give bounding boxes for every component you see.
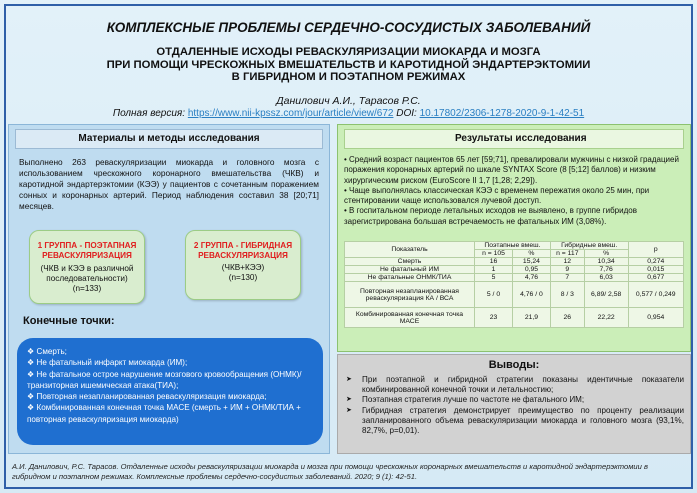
cell: 0,954 (628, 308, 683, 328)
n-hybrid: n = 117 (550, 250, 584, 258)
title-line: В ГИБРИДНОМ И ПОЭТАПНОМ РЕЖИМАХ (231, 71, 466, 83)
cell: 6,89/ 2,58 (584, 282, 628, 308)
col-header-indicator: Показатель (345, 242, 475, 258)
poster-title (0, 46, 697, 84)
cell: 6,03 (584, 274, 628, 282)
arrow-bullet-icon: ➤ (346, 376, 352, 383)
cell: 1 (475, 266, 513, 274)
row-label: Не фатальные ОНМК/ТИА (345, 274, 475, 282)
methods-heading: Материалы и методы исследования (15, 129, 323, 149)
arrow-bullet-icon: ➤ (346, 406, 352, 414)
conclusions-panel (337, 354, 691, 454)
group-1-box (29, 230, 145, 304)
group-2-desc: (ЧКВ+КЭЭ) (221, 263, 265, 272)
conclusion-item (346, 406, 684, 437)
group-2-n: (n=130) (228, 273, 258, 282)
col-header-p: р (628, 242, 683, 258)
cell: 0,015 (628, 266, 683, 274)
endpoints-box (17, 338, 323, 445)
cell: 5 (475, 274, 513, 282)
cell: 4,76 / 0 (513, 282, 551, 308)
cell: 16 (475, 258, 513, 266)
arrow-bullet-icon: ➤ (346, 396, 352, 404)
methods-text: Выполнено 263 реваскуляризации миокарда и головного мозга с использованием чрескожного коронарного вмешательства (ЧКВ) и каротидной эндартерэктомии (КЭЭ) у пациентов с сочетанным поражением сонных и коронарных артерий. Период наблюдения составил 38 [20;71] месяцев. (19, 157, 319, 211)
conclusion-item (346, 375, 684, 395)
conclusion-item (346, 395, 684, 405)
table-row (345, 282, 684, 308)
full-version-line (0, 108, 697, 119)
row-label: Комбинированная конечная точка МАСЕ (345, 308, 475, 328)
cell: 15,24 (513, 258, 551, 266)
pct-staged: % (513, 250, 551, 258)
conclusion-text: Поэтапная стратегия лучше по частоте не фатального ИМ; (362, 395, 585, 405)
citation-footer: А.И. Данилович, Р.С. Тарасов. Отдаленные исходы реваскуляризации миокарда и мозга при помощи чрескожных коронарных вмешательств и каротидной эндартерэктомии в гибридном и поэтапном режимах. Комплексные проблемы сердечно-сосудистых заболеваний. 2020; 9 (1): 42-51. (12, 462, 648, 481)
conclusions-list (346, 375, 684, 436)
group-2-box (185, 230, 301, 300)
pct-hybrid: % (584, 250, 628, 258)
full-version-link[interactable]: https://www.nii-kpssz.com/jour/article/view/672 (187, 108, 394, 119)
results-bullet: • Чаще выполнялась классическая КЭЭ с временем пережатия около 25 мин, при стентировании чаще использовался лучевой доступ. (344, 185, 650, 206)
doi-label: DOI: (396, 108, 417, 119)
table-row (345, 308, 684, 328)
table-row (345, 266, 684, 274)
group-1-desc: (ЧКВ и КЭЭ в различной последовательности) (40, 264, 134, 283)
table-row (345, 274, 684, 282)
full-version-label: Полная версия: (112, 108, 186, 119)
cell: 5 / 0 (475, 282, 513, 308)
results-panel (337, 124, 691, 352)
cell: 23 (475, 308, 513, 328)
cell: 0,577 / 0,249 (628, 282, 683, 308)
group-1-name: 1 ГРУППА - ПОЭТАПНАЯ РЕВАСКУЛЯРИЗАЦИЯ (37, 241, 137, 260)
col-header-hybrid: Гибридные вмеш. (550, 242, 628, 250)
endpoint-item: ❖ Не фатальное острое нарушение мозгового кровообращения (ОНМК)/транзиторная ишемическая атака(ТИА); (27, 369, 302, 390)
endpoint-item: ❖ Не фатальный инфаркт миокарда (ИМ); (27, 358, 188, 368)
n-staged: n = 105 (475, 250, 513, 258)
cell: 0,274 (628, 258, 683, 266)
cell: 9 (550, 266, 584, 274)
cell: 0,677 (628, 274, 683, 282)
cell: 0,95 (513, 266, 551, 274)
endpoint-item: ❖ Повторная незапланированная реваскуляризация миокарда; (27, 392, 267, 402)
col-header-staged: Поэтапные вмеш. (475, 242, 551, 250)
cell: 21,9 (513, 308, 551, 328)
group-1-n: (n=133) (72, 284, 102, 293)
cell: 7,76 (584, 266, 628, 274)
conclusion-text: При поэтапной и гибридной стратегии показаны идентичные показатели комбинированной конечной точки и летальностию; (362, 375, 684, 395)
group-2-name: 2 ГРУППА - ГИБРИДНАЯ РЕВАСКУЛЯРИЗАЦИЯ (193, 241, 293, 260)
conclusion-text: Гибридная стратегия демонстрирует преимущество по проценту реализации запланированного объема реваскуляризации миокарда и головного мозга (93,1%, 82,7%, p=0,01). (362, 405, 684, 436)
results-bullet: • В госпитальном периоде летальных исходов не выявлено, в группе гибридов зарегистрирована большая встречаемость не фатальных ИМ (3,08%). (344, 206, 637, 226)
endpoint-item: ❖ Смерть; (27, 347, 67, 356)
title-line: ПРИ ПОМОЩИ ЧРЕСКОЖНЫХ ВМЕШАТЕЛЬСТВ И КАРОТИДНОЙ ЭНДАРТЕРЭКТОМИИ (106, 58, 591, 71)
cell: 8 / 3 (550, 282, 584, 308)
cell: 4,76 (513, 274, 551, 282)
row-label: Не фатальный ИМ (345, 266, 475, 274)
cell: 26 (550, 308, 584, 328)
doi-link[interactable]: 10.17802/2306-1278-2020-9-1-42-51 (419, 108, 585, 119)
cell: 7 (550, 274, 584, 282)
title-line: ОТДАЛЕННЫЕ ИСХОДЫ РЕВАСКУЛЯРИЗАЦИИ МИОКАРДА И МОЗГА (156, 46, 541, 58)
results-bullets (344, 155, 684, 227)
endpoint-item: ❖ Комбинированная конечная точка МАСЕ (смерть + ИМ + ОНМК/ТИА + повторная реваскуляризация миокарда) (27, 403, 301, 424)
row-label: Повторная незапланированная реваскуляризация КА / ВСА (345, 282, 475, 308)
table-header-row (345, 242, 684, 250)
endpoints-heading: Конечные точки: (23, 315, 115, 327)
methods-panel (8, 124, 330, 454)
cell: 10,34 (584, 258, 628, 266)
results-table (344, 241, 684, 328)
cell: 22,22 (584, 308, 628, 328)
journal-title: КОМПЛЕКСНЫЕ ПРОБЛЕМЫ СЕРДЕЧНО-СОСУДИСТЫХ ЗАБОЛЕВАНИЙ (106, 20, 591, 35)
table-row (345, 258, 684, 266)
authors: Данилович А.И., Тарасов Р.С. (276, 95, 421, 107)
cell: 12 (550, 258, 584, 266)
results-bullet: • Средний возраст пациентов 65 лет [59;71], превалировали мужчины с низкой градацией поражения коронарных артерий по шкале SYNTAX Score (8 [5;12] баллов) и низким хирургическим риском (EuroScore II 1,7 [1,28; 2,29]). (344, 155, 679, 185)
results-heading: Результаты исследования (344, 129, 684, 149)
row-label: Смерть (345, 258, 475, 266)
conclusions-heading: Выводы: (488, 359, 540, 371)
